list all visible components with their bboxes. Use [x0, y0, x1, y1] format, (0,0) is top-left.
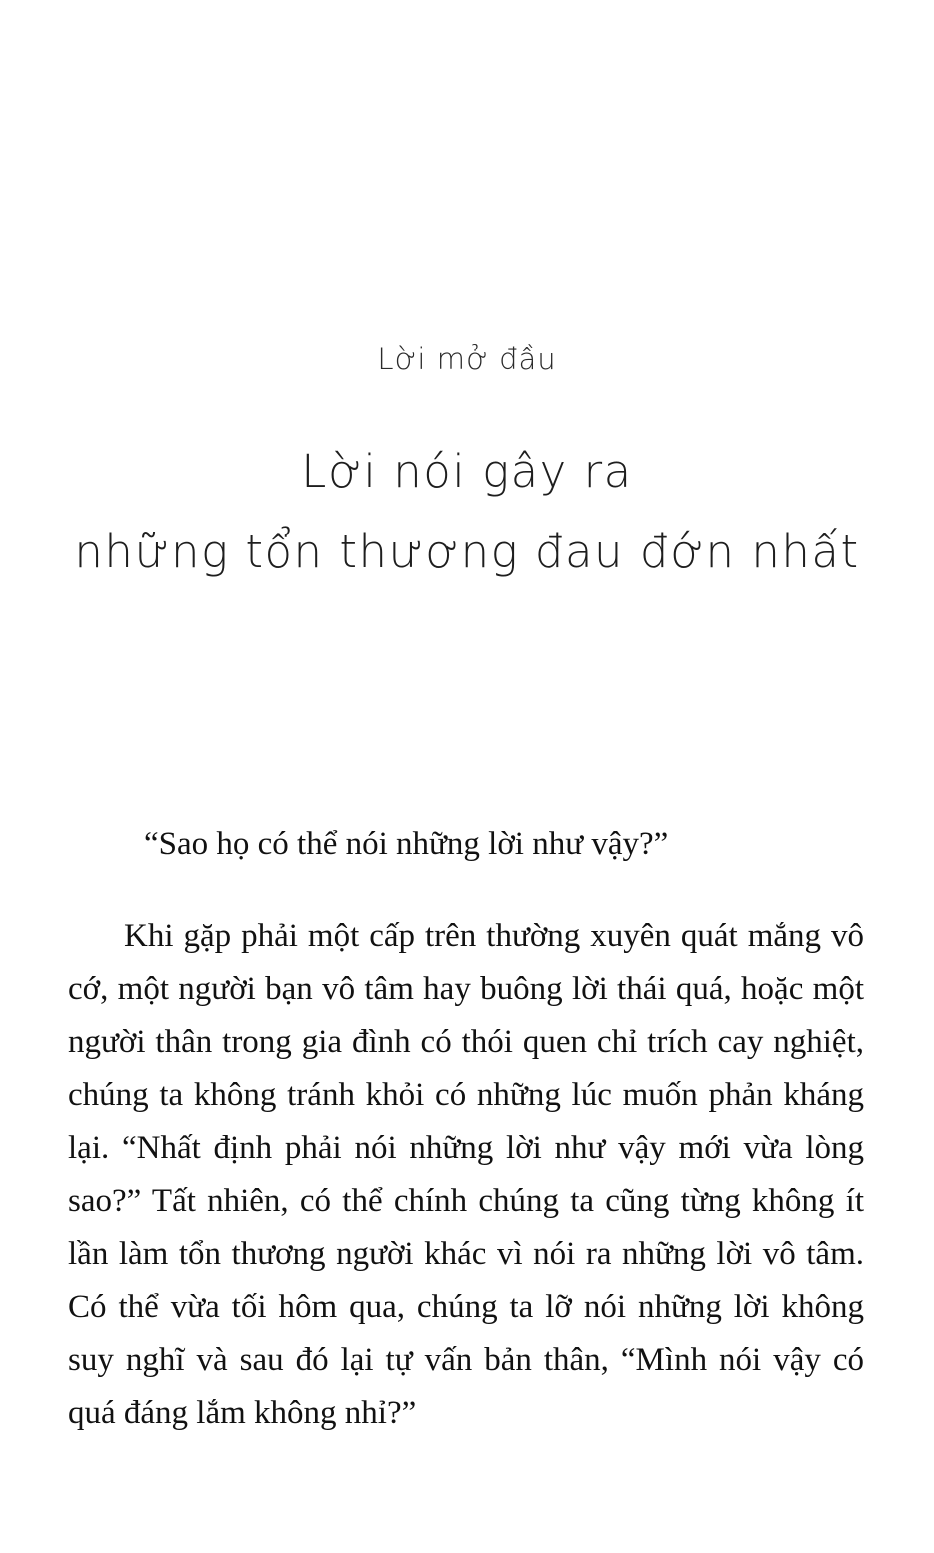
- chapter-label: Lời mở đầu: [377, 342, 557, 376]
- opening-quote: “Sao họ có thể nói những lời như vậy?”: [144, 826, 669, 862]
- chapter-title-line-2: những tổn thương đau đớn nhất: [74, 525, 860, 578]
- chapter-title: [0, 432, 934, 592]
- chapter-title-line-1: Lời nói gây ra: [301, 445, 633, 498]
- body-paragraph: Khi gặp phải một cấp trên thường xuyên quát mắng vô cớ, một người bạn vô tâm hay buông lời thái quá, hoặc một người thân trong gia đình có thói quen chỉ trích cay nghiệt, chúng ta không tránh khỏi có những lúc muốn phản kháng lại. “Nhất định phải nói những lời như vậy mới vừa lòng sao?” Tất nhiên, có thể chính chúng ta cũng từng không ít lần làm tổn thương người khác vì nói ra những lời vô tâm. Có thể vừa tối hôm qua, chúng ta lỡ nói những lời không suy nghĩ và sau đó lại tự vấn bản thân, “Mình nói vậy có quá đáng lắm không nhỉ?”: [68, 918, 864, 1431]
